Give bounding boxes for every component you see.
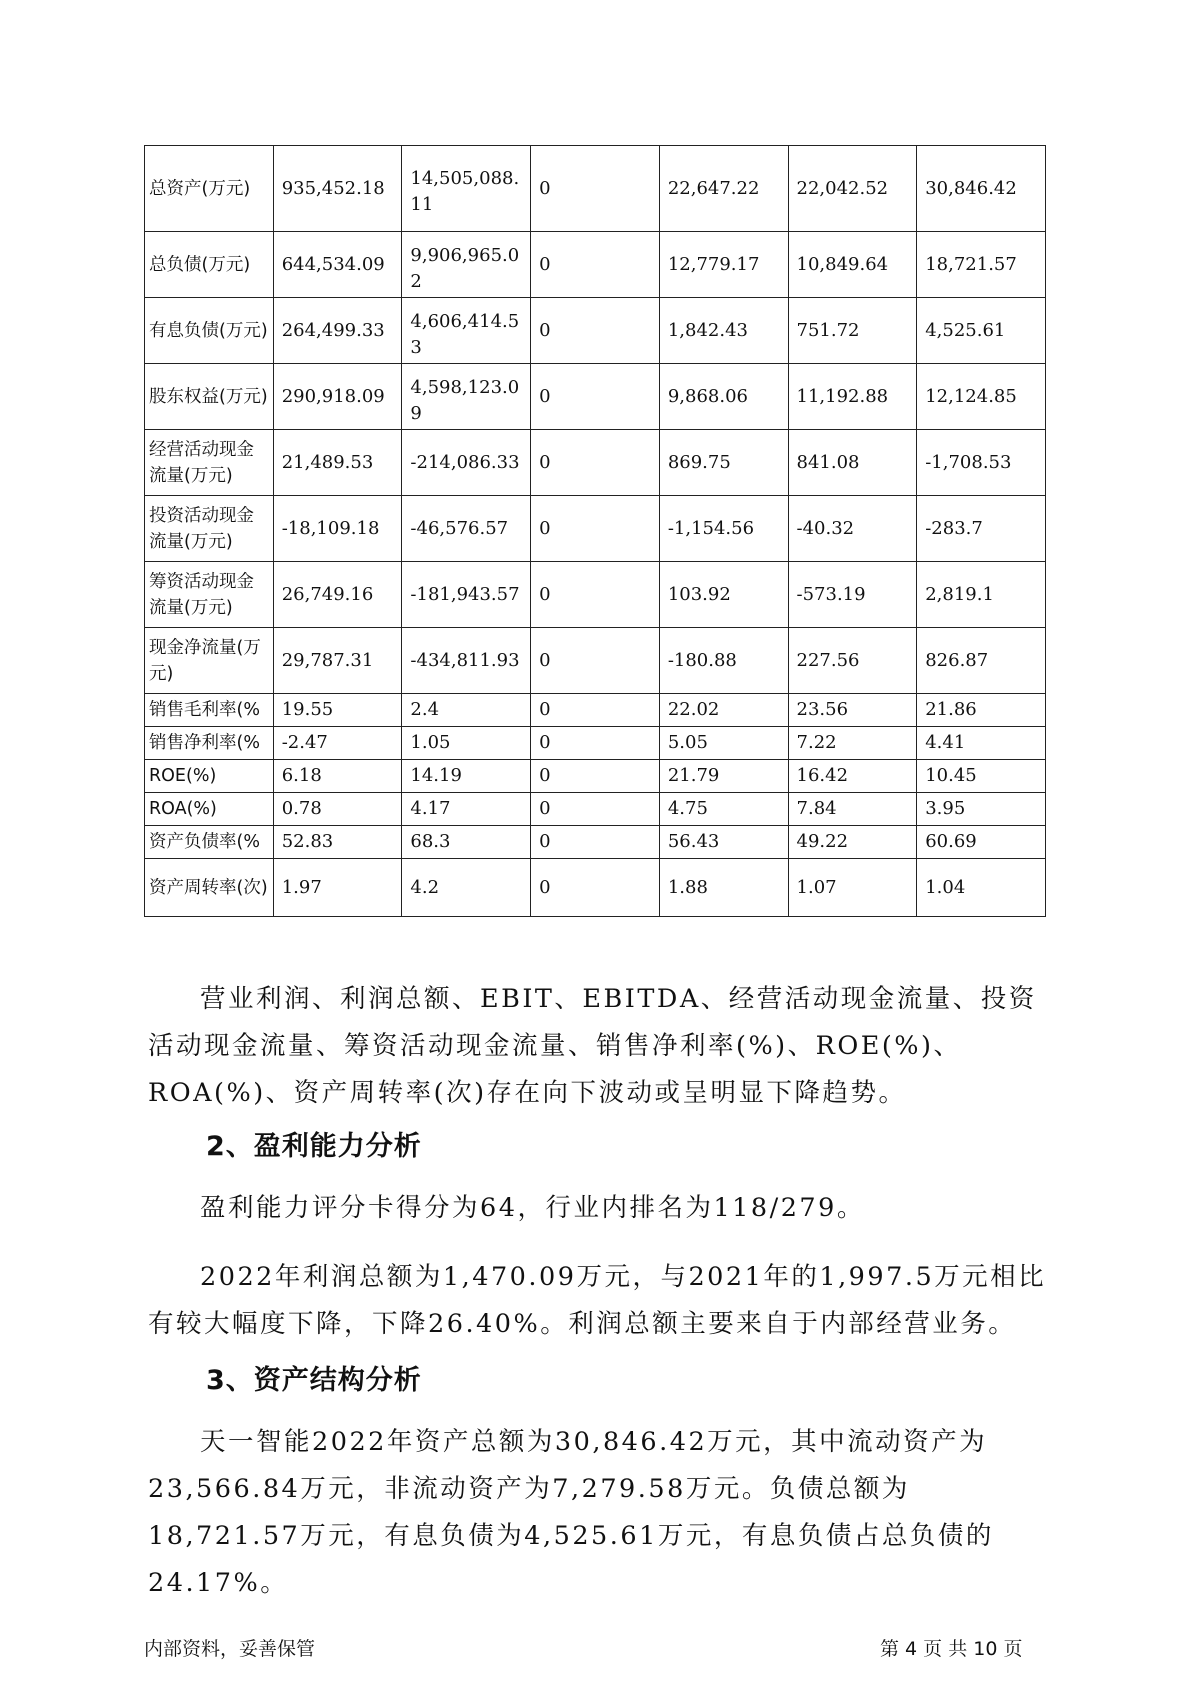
table-cell: 14,505,088.11: [402, 146, 531, 232]
row-label: 现金净流量(万元): [145, 628, 274, 694]
table-cell: -180.88: [659, 628, 788, 694]
table-cell: 0: [531, 793, 660, 826]
table-cell: 52.83: [273, 826, 402, 859]
table-cell: 3.95: [917, 793, 1046, 826]
table-cell: 0.78: [273, 793, 402, 826]
table-cell: 1,842.43: [659, 298, 788, 364]
table-cell: 1.04: [917, 859, 1046, 917]
table-cell: 30,846.42: [917, 146, 1046, 232]
table-row: [145, 760, 1046, 793]
table-cell: 9,906,965.02: [402, 232, 531, 298]
table-row: [145, 793, 1046, 826]
row-label: ROA(%): [145, 793, 274, 826]
row-label: 总资产(万元): [145, 146, 274, 232]
table-cell: 935,452.18: [273, 146, 402, 232]
table-cell: 7.22: [788, 727, 917, 760]
table-cell: 22,647.22: [659, 146, 788, 232]
table-cell: 6.18: [273, 760, 402, 793]
table-cell: 0: [531, 694, 660, 727]
table-cell: -40.32: [788, 496, 917, 562]
table-cell: 1.05: [402, 727, 531, 760]
table-cell: 290,918.09: [273, 364, 402, 430]
table-cell: 23.56: [788, 694, 917, 727]
row-label: 有息负债(万元): [145, 298, 274, 364]
table-cell: 751.72: [788, 298, 917, 364]
table-cell: 0: [531, 364, 660, 430]
table-row: [145, 496, 1046, 562]
table-row: [145, 826, 1046, 859]
table-cell: 29,787.31: [273, 628, 402, 694]
table-row: [145, 562, 1046, 628]
table-cell: 1.88: [659, 859, 788, 917]
table-cell: 841.08: [788, 430, 917, 496]
table-cell: 9,868.06: [659, 364, 788, 430]
table-cell: 5.05: [659, 727, 788, 760]
table-cell: 4.17: [402, 793, 531, 826]
table-cell: -46,576.57: [402, 496, 531, 562]
table-cell: 826.87: [917, 628, 1046, 694]
table-cell: 16.42: [788, 760, 917, 793]
table-cell: 0: [531, 146, 660, 232]
row-label: 资产负债率(%: [145, 826, 274, 859]
table-cell: 0: [531, 859, 660, 917]
footer-confidential-note: 内部资料，妥善保管: [144, 1638, 316, 1660]
table-cell: -214,086.33: [402, 430, 531, 496]
table-cell: 14.19: [402, 760, 531, 793]
table-cell: 4,598,123.09: [402, 364, 531, 430]
footer-page-number: 第 4 页 共 10 页: [880, 1638, 1023, 1660]
table-cell: -573.19: [788, 562, 917, 628]
row-label: ROE(%): [145, 760, 274, 793]
table-cell: 12,779.17: [659, 232, 788, 298]
profit-detail-paragraph: 2022年利润总额为1,470.09万元，与2021年的1,997.5万元相比有较大幅度下降，下降26.40%。利润总额主要来自于内部经营业务。: [148, 1262, 1047, 1339]
table-row: [145, 628, 1046, 694]
row-label: 销售毛利率(%: [145, 694, 274, 727]
table-cell: 11,192.88: [788, 364, 917, 430]
table-cell: 2,819.1: [917, 562, 1046, 628]
table-cell: 0: [531, 298, 660, 364]
row-label: 资产周转率(次): [145, 859, 274, 917]
table-cell: 60.69: [917, 826, 1046, 859]
table-cell: 22,042.52: [788, 146, 917, 232]
table-cell: 869.75: [659, 430, 788, 496]
table-cell: 1.07: [788, 859, 917, 917]
table-cell: 0: [531, 826, 660, 859]
table-cell: 4,606,414.53: [402, 298, 531, 364]
table-cell: 227.56: [788, 628, 917, 694]
table-row: [145, 146, 1046, 232]
table-cell: 103.92: [659, 562, 788, 628]
table-row: [145, 232, 1046, 298]
row-label: 销售净利率(%: [145, 727, 274, 760]
section-heading-profitability: 2、盈利能力分析: [206, 1131, 422, 1162]
table-cell: -1,708.53: [917, 430, 1046, 496]
row-label: 股东权益(万元): [145, 364, 274, 430]
row-label: 经营活动现金流量(万元): [145, 430, 274, 496]
row-label: 筹资活动现金流量(万元): [145, 562, 274, 628]
financial-table-body: [145, 146, 1046, 917]
table-cell: 264,499.33: [273, 298, 402, 364]
table-cell: 4,525.61: [917, 298, 1046, 364]
trend-paragraph: 营业利润、利润总额、EBIT、EBITDA、经营活动现金流量、投资活动现金流量、筹资活动现金流量、销售净利率(%)、ROE(%)、ROA(%)、资产周转率(次)存在向下波动或呈明显下降趋势。: [148, 984, 1037, 1108]
table-cell: -181,943.57: [402, 562, 531, 628]
financial-table: [144, 145, 1046, 917]
profit-score-paragraph: 盈利能力评分卡得分为64，行业内排名为118/279。: [200, 1193, 865, 1223]
table-cell: 0: [531, 727, 660, 760]
table-row: [145, 859, 1046, 917]
table-cell: 4.41: [917, 727, 1046, 760]
table-row: [145, 298, 1046, 364]
table-cell: 0: [531, 760, 660, 793]
table-cell: 7.84: [788, 793, 917, 826]
table-cell: 12,124.85: [917, 364, 1046, 430]
table-cell: 0: [531, 628, 660, 694]
table-cell: 10,849.64: [788, 232, 917, 298]
table-cell: 2.4: [402, 694, 531, 727]
table-cell: 21,489.53: [273, 430, 402, 496]
table-cell: 4.75: [659, 793, 788, 826]
table-cell: 26,749.16: [273, 562, 402, 628]
table-cell: 56.43: [659, 826, 788, 859]
table-cell: 19.55: [273, 694, 402, 727]
table-cell: 22.02: [659, 694, 788, 727]
table-cell: 0: [531, 496, 660, 562]
table-cell: 0: [531, 232, 660, 298]
table-cell: 18,721.57: [917, 232, 1046, 298]
table-cell: 68.3: [402, 826, 531, 859]
table-cell: 21.79: [659, 760, 788, 793]
table-cell: 1.97: [273, 859, 402, 917]
table-cell: 644,534.09: [273, 232, 402, 298]
table-cell: -2.47: [273, 727, 402, 760]
table-row: [145, 694, 1046, 727]
table-cell: -434,811.93: [402, 628, 531, 694]
table-cell: 0: [531, 562, 660, 628]
section-heading-asset-structure: 3、资产结构分析: [206, 1365, 422, 1396]
table-cell: 0: [531, 430, 660, 496]
table-cell: -283.7: [917, 496, 1046, 562]
row-label: 总负债(万元): [145, 232, 274, 298]
table-row: [145, 364, 1046, 430]
table-row: [145, 727, 1046, 760]
table-cell: 49.22: [788, 826, 917, 859]
table-cell: 21.86: [917, 694, 1046, 727]
row-label: 投资活动现金流量(万元): [145, 496, 274, 562]
table-cell: -1,154.56: [659, 496, 788, 562]
table-cell: 4.2: [402, 859, 531, 917]
table-cell: 10.45: [917, 760, 1046, 793]
table-row: [145, 430, 1046, 496]
asset-detail-paragraph: 天一智能2022年资产总额为30,846.42万元，其中流动资产为23,566.84万元，非流动资产为7,279.58万元。负债总额为18,721.57万元，有息负债为4,525.61万元，有息负债占总负债的24.17%。: [148, 1427, 994, 1598]
table-cell: -18,109.18: [273, 496, 402, 562]
